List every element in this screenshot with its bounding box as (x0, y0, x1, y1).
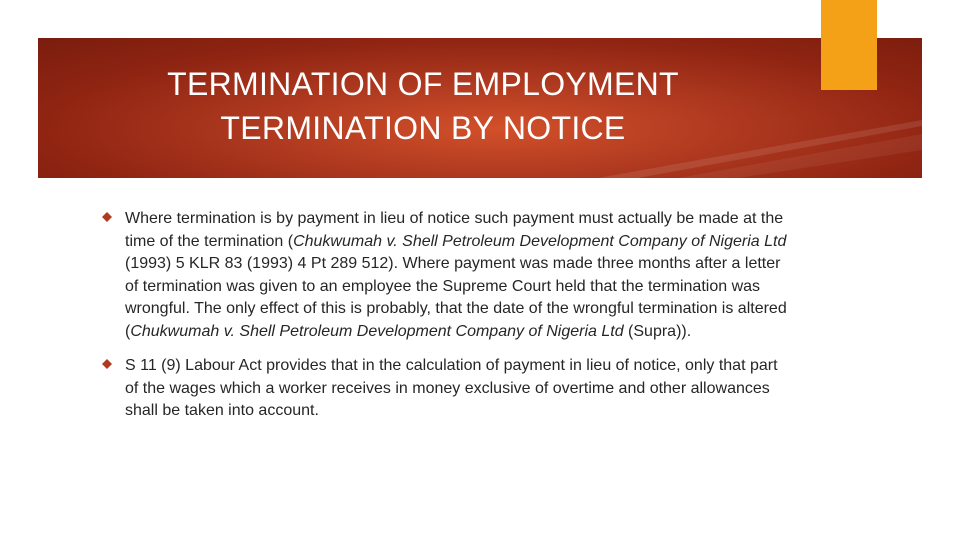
accent-block (821, 0, 877, 90)
diamond-bullet-icon (102, 359, 112, 369)
bullet-text-segment: (Supra)). (623, 322, 692, 340)
bullet-text (125, 355, 792, 423)
title-line-2: TERMINATION BY NOTICE (220, 110, 626, 146)
case-citation: Chukwumah v. Shell Petroleum Development Company of Nigeria Ltd (293, 232, 787, 250)
case-citation: Chukwumah v. Shell Petroleum Development Company of Nigeria Ltd (130, 322, 624, 340)
bullet-item-1 (102, 208, 792, 343)
slide-title (38, 62, 808, 150)
title-line-1: TERMINATION OF EMPLOYMENT (167, 66, 679, 102)
bullet-item-2 (102, 355, 792, 423)
diamond-bullet-icon (102, 212, 112, 222)
bullet-text-segment: S 11 (9) Labour Act provides that in the calculation of payment in lieu of notice, only that part of the wages which a worker receives in money exclusive of overtime and other allowances shall be taken into account. (125, 357, 778, 419)
bullet-list (102, 208, 792, 435)
bullet-text-segment: Where termination is by payment in lieu of notice such payment must actually be made at the time of the termination ( (125, 210, 784, 250)
bullet-text (125, 208, 792, 343)
bullet-text-segment: (1993) 5 KLR 83 (1993) 4 Pt 289 512). Where payment was made three months after a letter of termination was given to an employee the Supreme Court held that the termination was wrongful. The only effect of this is probably, that the date of the wrongful termination is altered ( (125, 255, 787, 340)
